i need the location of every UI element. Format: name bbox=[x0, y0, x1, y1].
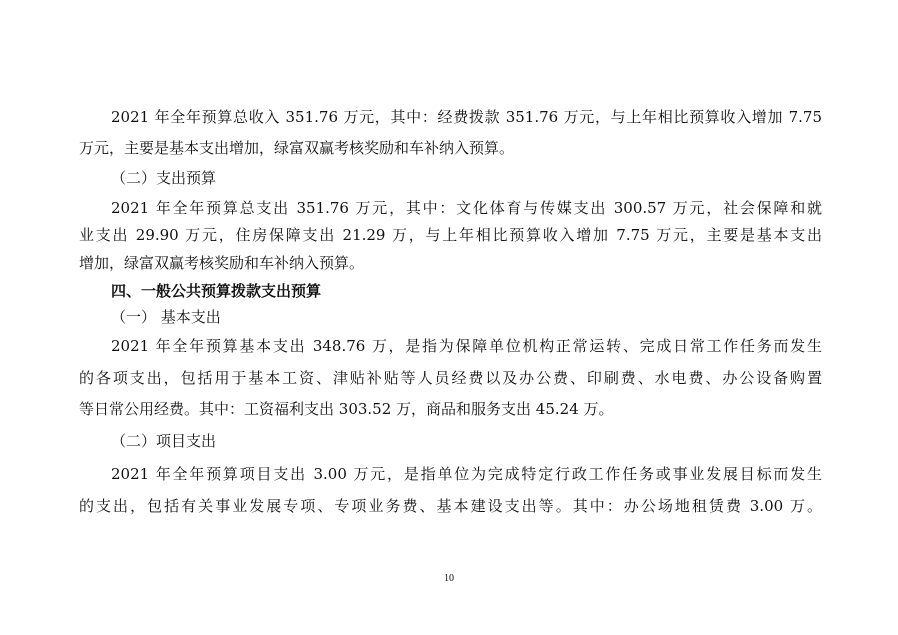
page-number: 10 bbox=[444, 573, 454, 584]
paragraph-income-line-1: 2021 年全年预算总收入 351.76 万元，其中：经费拨款 351.76 万元，与上年相比预算收入增加 7.75 bbox=[111, 108, 822, 126]
paragraph-project-line-1: 2021 年全年预算项目支出 3.00 万元，是指单位为完成特定行政工作任务或事业发展目标而发生 bbox=[111, 465, 822, 483]
chapter-heading-public-budget: 四、一般公共预算拨款支出预算 bbox=[111, 282, 322, 300]
section-heading-project-expenditure: （二）项目支出 bbox=[111, 432, 217, 450]
paragraph-expenditure-line-1: 2021 年全年预算总支出 351.76 万元，其中：文化体育与传媒支出 300.57 万元，社会保障和就 bbox=[111, 199, 822, 217]
section-heading-expenditure-budget: （二）支出预算 bbox=[111, 169, 217, 187]
paragraph-expenditure-line-2: 业支出 29.90 万元，住房保障支出 21.29 万，与上年相比预算收入增加 7.75 万元，主要是基本支出 bbox=[79, 226, 822, 244]
section-heading-basic-expenditure: （一） 基本支出 bbox=[111, 308, 221, 326]
paragraph-project-line-2: 的支出，包括有关事业发展专项、专项业务费、基本建设支出等。其中：办公场地租赁费 3.00 万。 bbox=[79, 497, 822, 515]
paragraph-basic-line-3: 等日常公用经费。其中：工资福利支出 303.52 万，商品和服务支出 45.24 万。 bbox=[79, 400, 614, 418]
paragraph-expenditure-line-3: 增加，绿富双赢考核奖励和车补纳入预算。 bbox=[79, 254, 365, 272]
paragraph-basic-line-2: 的各项支出，包括用于基本工资、津贴补贴等人员经费以及办公费、印刷费、水电费、办公设备购置 bbox=[79, 369, 822, 387]
paragraph-income-line-2: 万元，主要是基本支出增加，绿富双赢考核奖励和车补纳入预算。 bbox=[79, 139, 515, 157]
paragraph-basic-line-1: 2021 年全年预算基本支出 348.76 万，是指为保障单位机构正常运转、完成日常工作任务而发生 bbox=[111, 337, 822, 355]
